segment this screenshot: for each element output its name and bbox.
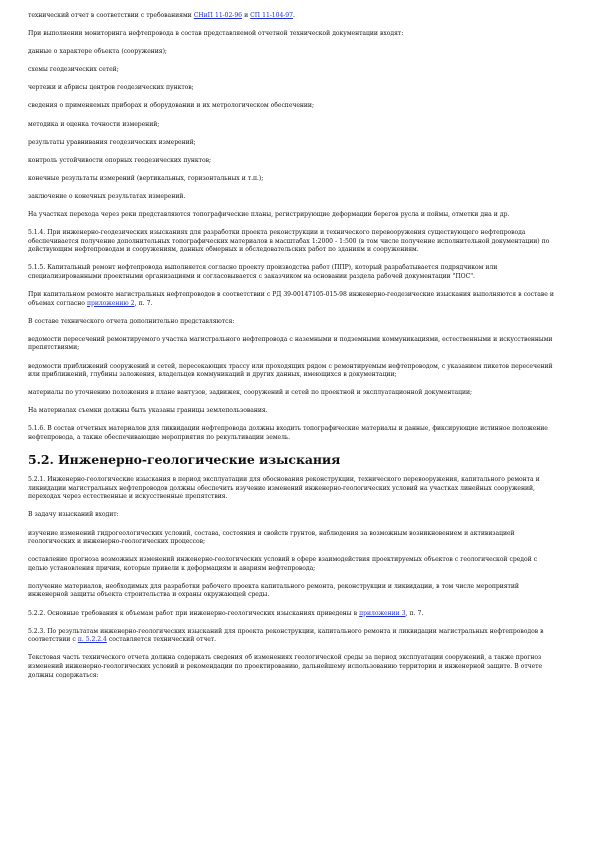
- list-item: результаты уравнивания геодезических измерений;: [28, 138, 196, 146]
- sp-link[interactable]: СП 11-104-97: [250, 12, 293, 19]
- list-item: заключение о конечных результатах измерений.: [28, 192, 186, 200]
- clause-5-2-1: 5.2.1. Инженерно-геологические изыскания в период эксплуатации для обоснования реконструкции, технического перевооружения, капитального ремонта и ликвидации магистральных нефтепроводов должны обеспечить изучение изменений инженерно-геологических условий на участках линейных сооружений, переходах через естественные и искусственные препятствия.: [28, 476, 540, 501]
- list-item: данные о характере объекта (сооружения);: [28, 48, 167, 56]
- appendix-3-link[interactable]: приложении 3: [359, 609, 406, 617]
- clause-5-2-3: 5.2.3. По результатам инженерно-геологических изысканий для проекта реконструкции, капитального ремонта и ликвидации магистральных нефтепроводов в соответствии с п. 5.2.2.4 составляется технический отчет.: [28, 627, 544, 644]
- list-item: изучение изменений гидрогеологических условий, состава, состояния и свойств грунтов, наблюдения за возможным возникновением и активизацией геологических и инженерно-геологических процессов;: [28, 529, 515, 546]
- snip-link[interactable]: СНиП 11-02-96: [193, 12, 242, 19]
- paragraph: На участках перехода через реки представляются топографические планы, регистрирующие деформации берегов русла и поймы, отметки дна и др.: [28, 211, 510, 219]
- clause-5-1-6: 5.1.6. В состав отчетных материалов для ликвидации нефтепровода должны входить топографические материалы и данные, фиксирующие истинное положение нефтепровода, а также обеспечивающие мероприятия по рекультивации земель.: [28, 425, 548, 442]
- list-item: ведомости приближений сооружений и сетей, пересекающих трассу или проходящих рядом с ремонтируемым нефтепроводом, с указанием пикетов пересечений или приближений, глубины заложения, владельцев коммуникаций и других данных, имеющихся в документации;: [28, 362, 553, 379]
- paragraph: В составе технического отчета дополнительно представляются:: [28, 317, 235, 325]
- clause-5-1-5: 5.1.5. Капитальный ремонт нефтепровода выполняется согласно проекту производства работ (ППР), который разрабатывается подрядчиком или специализированными проектными организациями и согласовывается с заказчиком на основании раздела рабочей документации "ПОС".: [28, 264, 498, 280]
- section-heading: 5.2. Инженерно-геологические изыскания: [28, 452, 341, 468]
- list-item: чертежи и абрисы центров геодезических пунктов;: [28, 84, 194, 92]
- paragraph: При капитальном ремонте магистральных нефтепроводов в соответствии с РД 39-00147105-015-98 инженерно-геодезические изыскания выполняются в составе и объемах согласно приложению 2, п. 7.: [28, 291, 554, 307]
- list-item: контроль устойчивости опорных геодезических пунктов;: [28, 156, 212, 164]
- clause-5-2-2-4-link[interactable]: п. 5.2.2.4: [77, 636, 107, 644]
- list-item: ведомости пересечений ремонтируемого участка магистрального нефтепровода с наземными и подземными коммуникациями, естественными и искусственными препятствиями;: [28, 335, 553, 352]
- list-item: схемы геодезических сетей;: [28, 66, 119, 74]
- list-item: получение материалов, необходимых для разработки рабочего проекта капитального ремонта, реконструкции и ликвидации, в том числе мероприятий инженерной защиты объекта строительства и охраны окружающей среды.: [28, 582, 519, 599]
- list-item: конечные результаты измерений (вертикальных, горизонтальных и т.п.);: [28, 174, 264, 182]
- list-item: составление прогноза возможных изменений инженерно-геологических условий в сфере взаимодействия проектируемых объектов с геологической средой с целью установления причин, которые привели к деформациям и авариям нефтепровода;: [28, 556, 538, 572]
- paragraph: технический отчет в соответствии с требованиями СНиП 11-02-96 и СП 11-104-97.: [28, 12, 295, 19]
- clause-5-1-4: 5.1.4. При инженерно-геодезических изысканиях для разработки проекта реконструкции и технического перевооружения существующего нефтепровода обеспечивается получение дополнительных топографических материалов в масштабах 1:2000 - 1:500 (в том числе получение исполнительной документации) по действующим нефтепроводам и сооружениям, данных обмерных и обследовательских работ по зданиям и сооружениям.: [28, 229, 550, 254]
- list-item: методика и оценка точности измерений;: [28, 120, 160, 128]
- paragraph: В задачу изысканий входит:: [28, 511, 119, 519]
- paragraph: При выполнении мониторинга нефтепровода в состав представляемой отчетной технической документации входят:: [28, 30, 404, 38]
- list-item: материалы по уточнению положения в плане вантузов, задвижек, сооружений и сетей по проектной и эксплуатационной документации;: [28, 389, 473, 397]
- paragraph: На материалах съемки должны быть указаны границы землепользования.: [28, 407, 268, 415]
- clause-5-2-2: 5.2.2. Основные требования к объемам работ при инженерно-геологических изысканиях приведены в приложении 3, п. 7.: [28, 609, 424, 617]
- list-item: сведения о применяемых приборах и оборудовании и их метрологическом обеспечении;: [28, 102, 314, 110]
- appendix-2-link[interactable]: приложению 2: [86, 299, 135, 307]
- paragraph: Текстовая часть технического отчета должна содержать сведения об изменениях геологической среды за период эксплуатации сооружений, а также прогноз изменений инженерно-геологических условий и рекомендации по проектированию, дальнейшему использованию территории и инженерной защите. В отчете должны содержаться:: [28, 654, 543, 679]
